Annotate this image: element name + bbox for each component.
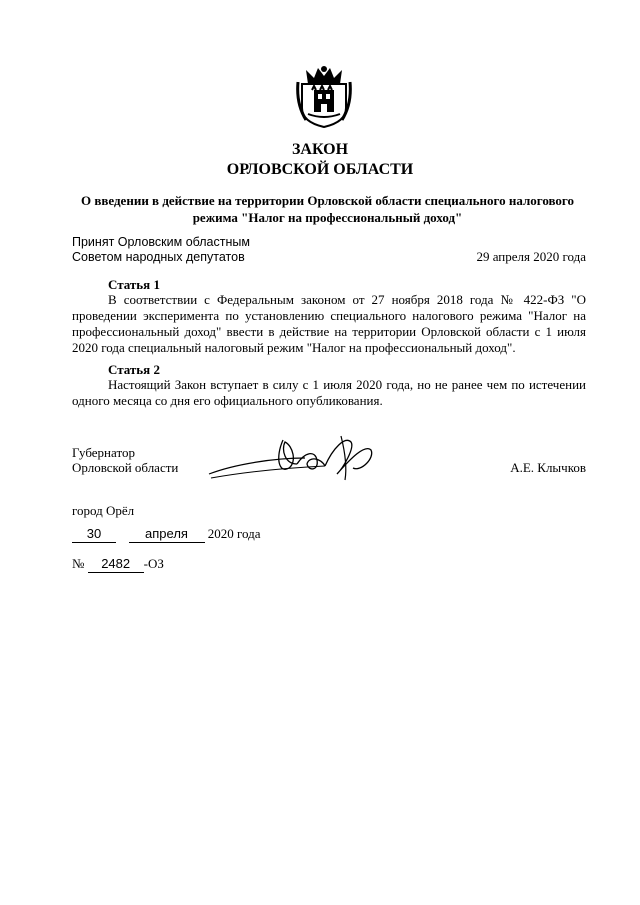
law-number-value: 2482 [88, 556, 144, 573]
article2-body [72, 377, 586, 409]
signatory-position-line2: Орловской области [72, 460, 179, 475]
handwritten-signature [205, 428, 385, 490]
signing-day: 30 [72, 526, 116, 543]
signing-month: апреля [129, 526, 205, 543]
law-subject-line2: режима "Налог на профессиональный доход" [192, 210, 463, 225]
city: город Орёл [72, 503, 135, 518]
article1-body [72, 292, 586, 356]
signatory-name: А.Е. Клычков [510, 460, 586, 475]
article2-heading: Статья 2 [108, 362, 160, 377]
document-title: ЗАКОН [291, 141, 349, 158]
adoption-line2: Советом народных депутатов [72, 250, 245, 264]
article2-text: Настоящий Закон вступает в силу с 1 июля 2020 года, но не ранее чем по истечении одного месяца со дня его официального опубликования. [72, 377, 586, 408]
law-number [72, 556, 164, 573]
adoption-date: 29 апреля 2020 года [476, 249, 586, 264]
coat-of-arms-emblem [296, 64, 352, 128]
law-subject-line1: О введении в действие на территории Орловской области специального налогового [80, 193, 575, 208]
document-region-title: ОРЛОВСКОЙ ОБЛАСТИ [226, 161, 414, 178]
signatory-position-line1: Губернатор [72, 445, 135, 460]
signing-date [72, 526, 261, 543]
law-subject [70, 192, 585, 226]
signing-year: 2020 года [207, 526, 261, 541]
law-number-suffix: -ОЗ [143, 556, 164, 571]
number-sign: № [72, 556, 85, 571]
article1-heading: Статья 1 [108, 277, 160, 292]
adoption-line1: Принят Орловским областным [72, 235, 250, 249]
article1-text: В соответствии с Федеральным законом от 27 ноября 2018 года № 422-ФЗ "О проведении эксперимента по установлению специального налогового режима "Налог на профессиональный доход" ввести в действие на территории Орловской области с 1 июля 2020 года специальный налоговый режим "Налог на профессиональный доход". [72, 292, 586, 355]
